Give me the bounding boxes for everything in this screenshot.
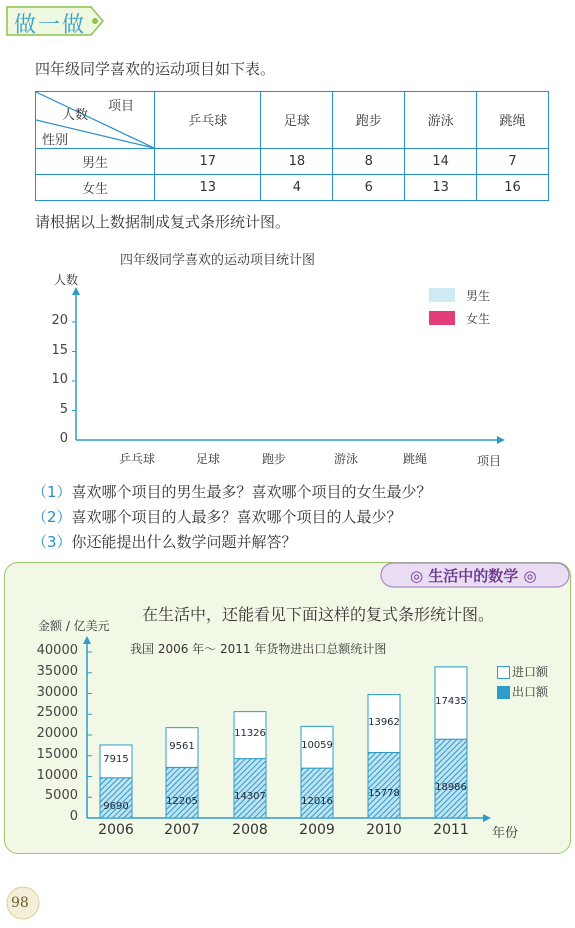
import-value-label: 17435 (435, 696, 467, 708)
chart1-category-label: 足球 (195, 452, 220, 466)
import-value-label: 7915 (103, 754, 129, 766)
export-value-label: 14307 (234, 791, 266, 803)
life-math-tag-label: ◎ 生活中的数学 ◎ (410, 567, 537, 585)
chart2-y-tick-label: 20000 (36, 726, 78, 741)
legend-label-export: 出口额 (512, 685, 549, 699)
legend-label-import: 进口额 (512, 665, 549, 679)
intro-text: 四年级同学喜欢的运动项目如下表。 (35, 60, 276, 78)
row-label-girls: 女生 (36, 174, 155, 200)
chart1-category-label: 乒乓球 (118, 452, 155, 466)
chart2-category-label: 2011 (433, 822, 469, 838)
export-value-label: 12205 (166, 795, 198, 807)
corner-label-count: 人数 (62, 108, 89, 123)
chart1-plot (0, 280, 575, 470)
chart2-ylabel: 金额 / 亿美元 (38, 619, 110, 633)
chart1-category-label: 游泳 (333, 452, 358, 466)
import-value-label: 10059 (301, 740, 333, 752)
legend-label-boys: 男生 (466, 289, 491, 303)
table-cell: 13 (405, 174, 477, 200)
question-number: （2） (32, 508, 72, 526)
import-value-label: 13962 (368, 716, 400, 728)
legend-swatch-import (497, 666, 510, 679)
row-label-boys: 男生 (36, 148, 155, 174)
export-value-label: 9690 (103, 800, 129, 812)
export-bar (368, 753, 400, 818)
question-text: 喜欢哪个项目的男生最多？喜欢哪个项目的女生最少？ (71, 483, 432, 501)
export-bar (301, 768, 333, 818)
export-bar (435, 739, 467, 818)
page-number: 98 (11, 895, 29, 911)
chart1-title: 四年级同学喜欢的运动项目统计图 (120, 253, 316, 268)
chart2-title: 我国 2006 年～ 2011 年货物进出口总额统计图 (130, 642, 387, 656)
corner-label-gender: 性别 (42, 133, 69, 148)
chart1-category-label: 跑步 (261, 452, 286, 466)
chart1-y-tick-label: 15 (51, 342, 68, 358)
chart2-y-tick-label: 40000 (36, 643, 78, 658)
chart1-category-label: 跳绳 (402, 452, 427, 466)
table-row (36, 174, 549, 200)
table-cell: 16 (477, 174, 549, 200)
chart1-x-axis-arrow (497, 436, 505, 444)
question-number: （3） (32, 533, 72, 551)
table-cell: 18 (261, 148, 333, 174)
question-2 (32, 506, 402, 527)
chart1-xlabel: 项目 (477, 454, 502, 468)
export-bar (166, 767, 198, 818)
corner-label-item: 项目 (108, 99, 135, 114)
chart2-category-label: 2008 (232, 822, 268, 838)
question-text: 你还能提出什么数学问题并解答？ (71, 533, 297, 551)
table-cell: 14 (405, 148, 477, 174)
table-corner-cell (36, 92, 155, 149)
export-value-label: 18986 (435, 781, 467, 793)
import-value-label: 11326 (234, 728, 266, 740)
chart2-x-axis-arrow (483, 814, 491, 822)
chart2-y-tick-label: 15000 (36, 746, 78, 762)
chart2-y-axis-arrow (83, 636, 91, 644)
export-value-label: 15778 (368, 788, 400, 800)
question-text: 喜欢哪个项目的人最多？喜欢哪个项目的人最少？ (71, 508, 402, 526)
chart2-y-tick-label: 30000 (36, 684, 78, 700)
legend-swatch-export (497, 686, 510, 699)
chart2-y-tick-label: 10000 (36, 767, 78, 783)
chart1-ylabel: 人数 (54, 273, 79, 287)
table-header-cell: 游泳 (405, 92, 477, 149)
chart2-plot (0, 630, 575, 850)
table-header-cell: 足球 (261, 92, 333, 149)
chart1-y-tick-label: 20 (51, 313, 68, 328)
question-number: （1） (32, 483, 72, 501)
export-bar (234, 759, 266, 818)
sports-table (35, 91, 549, 201)
chart2-category-label: 2009 (299, 822, 335, 838)
legend-swatch-girls (429, 311, 455, 325)
legend-label-girls: 女生 (466, 312, 491, 326)
export-bar (100, 778, 132, 818)
table-row (36, 148, 549, 174)
table-cell: 8 (333, 148, 405, 174)
chart1-y-tick-label: 0 (59, 431, 68, 446)
table-cell: 7 (477, 148, 549, 174)
chart1-y-axis-arrow (72, 287, 80, 295)
chart2-xlabel: 年份 (492, 826, 519, 841)
table-cell: 4 (261, 174, 333, 200)
chart2-category-label: 2010 (366, 822, 402, 838)
chart2-category-label: 2006 (98, 822, 134, 838)
chart2-category-label: 2007 (164, 822, 200, 838)
chart2-y-tick-label: 35000 (36, 663, 78, 679)
import-value-label: 9561 (169, 740, 195, 752)
instruction-text: 请根据以上数据制成复式条形统计图。 (35, 213, 291, 231)
table-header-cell: 乒乓球 (155, 92, 261, 149)
panel-intro: 在生活中，还能看见下面这样的复式条形统计图。 (142, 605, 495, 624)
section-badge-label: 做一做 (14, 13, 87, 38)
question-1 (32, 481, 432, 502)
chart2-y-tick-label: 25000 (36, 705, 78, 721)
chart2-y-tick-label: 5000 (44, 788, 78, 804)
table-cell: 17 (155, 148, 261, 174)
question-3 (32, 531, 297, 552)
table-cell: 13 (155, 174, 261, 200)
export-value-label: 12016 (301, 796, 333, 808)
chart2-y-tick-label: 0 (69, 809, 78, 824)
table-header-cell: 跳绳 (477, 92, 549, 149)
chart1-y-tick-label: 10 (51, 372, 68, 387)
legend-swatch-boys (429, 288, 455, 302)
table-cell: 6 (333, 174, 405, 200)
table-header-cell: 跑步 (333, 92, 405, 149)
chart1-y-tick-label: 5 (59, 401, 68, 417)
